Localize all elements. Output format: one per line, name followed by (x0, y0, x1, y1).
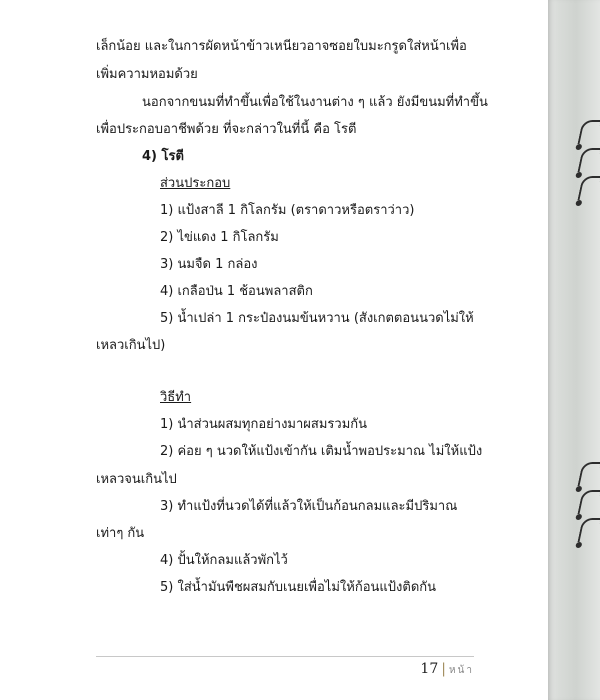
section-heading: 4) โรตี (142, 149, 184, 164)
paragraph-line: เพิ่มความหอมด้วย (96, 67, 198, 82)
method-title: วิธีทำ (160, 390, 192, 405)
footer-divider (96, 656, 474, 657)
method-step: 5) ใส่น้ำมันพืชผสมกับเนยเพื่อไม่ให้ก้อนแป้งติดกัน (160, 580, 437, 595)
ingredient-item-continuation: เหลวเกินไป) (96, 338, 166, 353)
binding-ring-icon (577, 462, 600, 486)
method-step-continuation: เหลวจนเกินไป (96, 472, 177, 487)
notebook-spine (548, 0, 600, 700)
binding-ring-icon (577, 120, 600, 144)
binding-ring-icon (577, 490, 600, 514)
binding-ring-icon (577, 518, 600, 542)
paragraph-line: นอกจากขนมที่ทำขึ้นเพื่อใช้ในงานต่าง ๆ แล้ว ยังมีขนมที่ทำขึ้น (142, 95, 488, 110)
binding-ring-icon (577, 148, 600, 172)
ingredient-item: 2) ไข่แดง 1 กิโลกรัม (160, 230, 279, 245)
ingredient-item: 3) นมจืด 1 กล่อง (160, 257, 258, 272)
page-word: หน้า (448, 665, 474, 676)
method-step: 2) ค่อย ๆ นวดให้แป้งเข้ากัน เติมน้ำพอประมาณ ไม่ให้แป้ง (160, 444, 483, 459)
paragraph-line: เล็กน้อย และในการผัดหน้าข้าวเหนียวอาจซอยใบมะกรูดใส่หน้าเพื่อ (96, 39, 467, 54)
ingredient-item: 5) น้ำเปล่า 1 กระป๋องนมข้นหวาน (สังเกตตอนนวดไม่ให้ (160, 311, 474, 326)
ingredient-item: 4) เกลือป่น 1 ช้อนพลาสติก (160, 284, 313, 299)
paragraph-line: เพื่อประกอบอาชีพด้วย ที่จะกล่าวในที่นี้ คือ โรตี (96, 122, 357, 137)
ingredients-title: ส่วนประกอบ (160, 176, 231, 191)
ingredient-item: 1) แป้งสาลี 1 กิโลกรัม (ตราดาวหรือตราว่าว) (160, 203, 415, 218)
footer-separator: | (441, 661, 446, 677)
method-step: 1) นำส่วนผสมทุกอย่างมาผสมรวมกัน (160, 417, 368, 432)
page-number: 17 (420, 661, 439, 677)
binding-ring-icon (577, 176, 600, 200)
page-footer (410, 661, 474, 678)
method-step: 4) ปั้นให้กลมแล้วพักไว้ (160, 553, 288, 568)
method-step-continuation: เท่าๆ กัน (96, 526, 145, 541)
method-step: 3) ทำแป้งที่นวดได้ที่แล้วให้เป็นก้อนกลมและมีปริมาณ (160, 499, 458, 514)
